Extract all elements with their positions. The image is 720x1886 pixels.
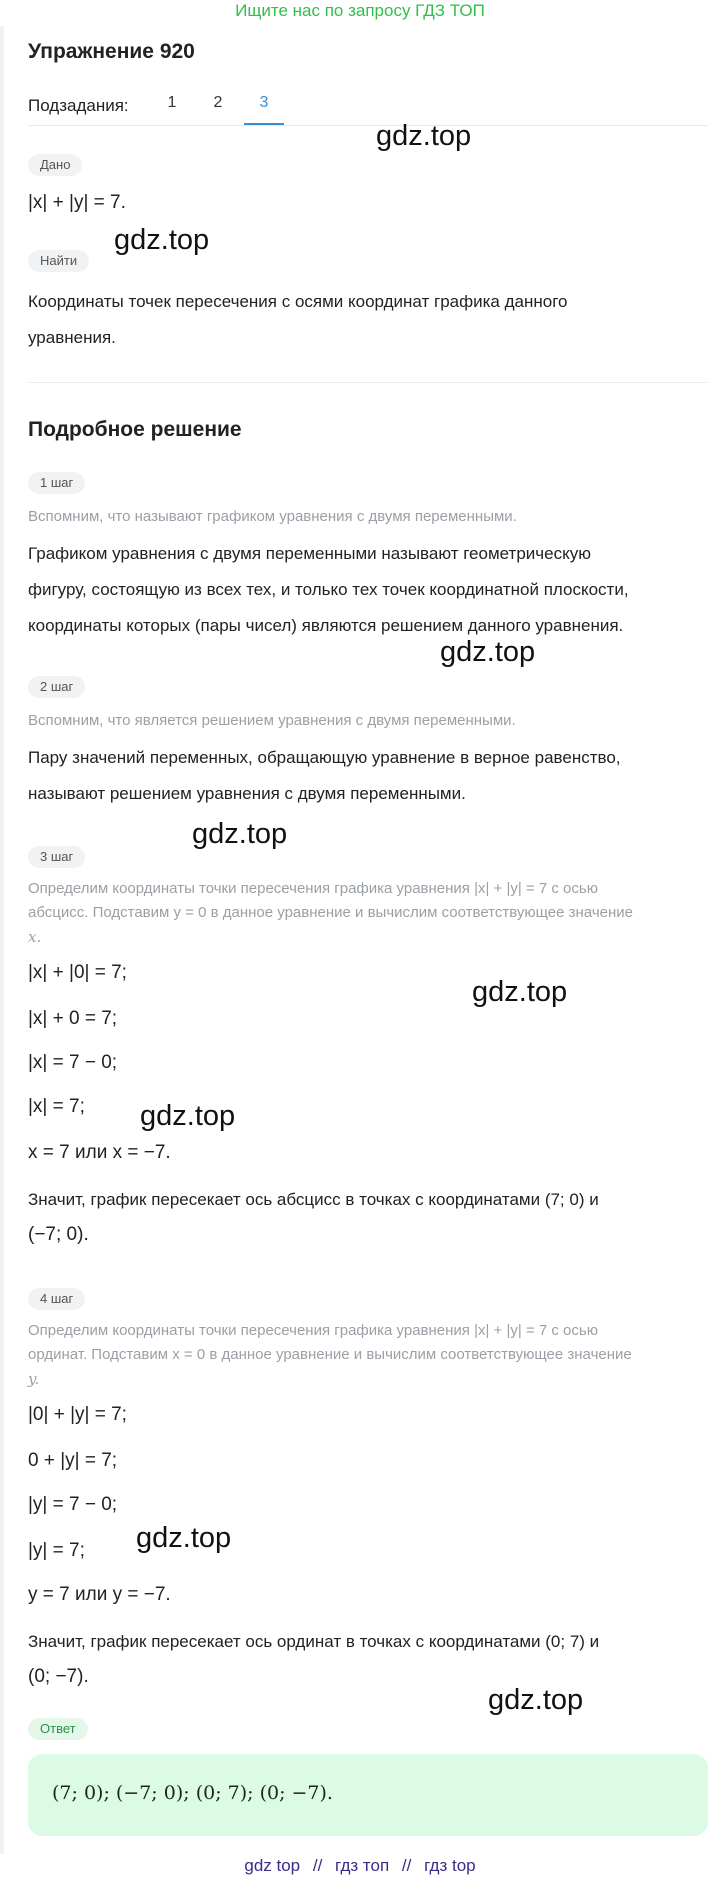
step-3-conclusion-line: (−7; 0). <box>28 1224 89 1245</box>
subtask-tab-1[interactable]: 1 <box>167 94 177 111</box>
step-1-text-line: координаты которых (пары чисел) являются решением данного уравнения. <box>28 616 624 635</box>
answer-badge: Ответ <box>28 1718 88 1740</box>
step-4-conclusion-line: Значит, график пересекает ось ординат в точках с координатами (0; 7) и <box>28 1632 600 1651</box>
step-3-conclusion-line: Значит, график пересекает ось абсцисс в точках с координатами (7; 0) и <box>28 1190 599 1209</box>
subtask-tab-3[interactable]: 3 <box>244 92 284 125</box>
step-2-badge: 2 шаг <box>28 676 85 698</box>
step-4-equation: 0 + |y| = 7; <box>28 1450 118 1471</box>
step-1-text-line: Графиком уравнения с двумя переменными называют геометрическую <box>28 544 591 563</box>
step-1-badge: 1 шаг <box>28 472 85 494</box>
step-3-badge: 3 шаг <box>28 846 85 868</box>
given-badge: Дано <box>28 154 82 176</box>
step-3-equation: |x| + 0 = 7; <box>28 1008 118 1029</box>
watermark: gdz.top <box>140 1100 236 1132</box>
step-3-equation: |x| = 7; <box>28 1096 85 1117</box>
find-text-line: Координаты точек пересечения с осями координат графика данного <box>28 292 568 311</box>
step-4-equation: |0| + |y| = 7; <box>28 1404 127 1425</box>
step-1-text-line: фигуру, состоящую из всех тех, и только тех точек координатной плоскости, <box>28 580 629 599</box>
step-4-equation: y = 7 или y = −7. <box>28 1584 171 1605</box>
footer-link[interactable]: гдз top <box>424 1856 476 1875</box>
step-2-hint: Вспомним, что является решением уравнения с двумя переменными. <box>28 712 516 729</box>
watermark: gdz.top <box>376 120 472 152</box>
subtasks-bar <box>28 90 708 126</box>
divider <box>28 382 708 383</box>
step-3-hint-line: x. <box>28 928 42 946</box>
footer-links <box>0 1856 720 1882</box>
footer-separator: // <box>312 1856 323 1875</box>
top-banner: Ищите нас по запросу ГДЗ ТОП <box>235 1 485 20</box>
step-4-conclusion-line: (0; −7). <box>28 1666 89 1687</box>
given-formula: |x| + |y| = 7. <box>28 192 126 213</box>
step-3-equation: |x| = 7 − 0; <box>28 1052 118 1073</box>
subtasks-label: Подзадания: <box>28 96 129 115</box>
watermark: gdz.top <box>488 1684 584 1716</box>
step-3-equation: x = 7 или x = −7. <box>28 1142 171 1163</box>
watermark: gdz.top <box>136 1522 232 1554</box>
step-4-hint-line: y. <box>28 1370 40 1388</box>
step-4-equation: |y| = 7; <box>28 1540 85 1561</box>
answer-text: (7; 0); (−7; 0); (0; 7); (0; −7). <box>52 1782 333 1804</box>
find-text-line: уравнения. <box>28 328 116 347</box>
step-2-text-line: Пару значений переменных, обращающую уравнение в верное равенство, <box>28 748 621 767</box>
footer-link[interactable]: гдз топ <box>335 1856 390 1875</box>
page-title: Упражнение 920 <box>28 40 195 63</box>
step-2-text-line: называют решением уравнения с двумя переменными. <box>28 784 466 803</box>
step-4-equation: |y| = 7 − 0; <box>28 1494 118 1515</box>
step-4-hint-line: ординат. Подставим x = 0 в данное уравнение и вычислим соответствующее значение <box>28 1346 632 1363</box>
step-4-badge: 4 шаг <box>28 1288 85 1310</box>
answer-box <box>28 1754 708 1836</box>
find-badge: Найти <box>28 250 89 272</box>
step-3-hint-line: абсцисс. Подставим y = 0 в данное уравнение и вычислим соответствующее значение <box>28 904 633 921</box>
step-3-equation: |x| + |0| = 7; <box>28 962 127 983</box>
solution-title: Подробное решение <box>28 418 242 441</box>
footer-separator: // <box>401 1856 412 1875</box>
step-4-hint-line: Определим координаты точки пересечения графика уравнения |x| + |y| = 7 с осью <box>28 1322 598 1339</box>
subtask-tab-2[interactable]: 2 <box>213 94 223 111</box>
footer-link[interactable]: gdz top <box>244 1856 301 1875</box>
step-3-hint-line: Определим координаты точки пересечения графика уравнения |x| + |y| = 7 с осью <box>28 880 598 897</box>
watermark: gdz.top <box>192 818 288 850</box>
watermark: gdz.top <box>472 976 568 1008</box>
watermark: gdz.top <box>114 224 210 256</box>
step-1-hint: Вспомним, что называют графиком уравнения с двумя переменными. <box>28 508 517 525</box>
watermark: gdz.top <box>440 636 536 668</box>
